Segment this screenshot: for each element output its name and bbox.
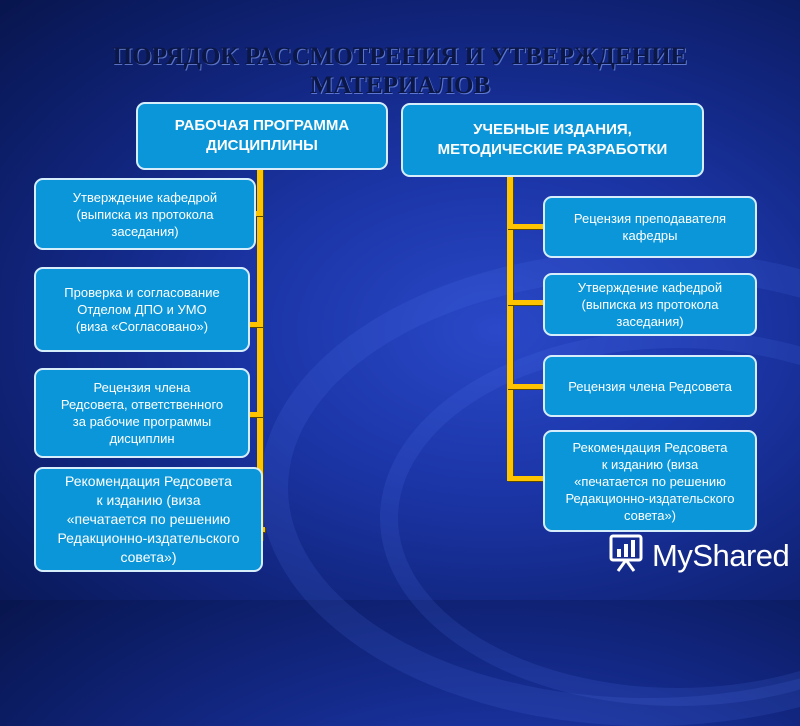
connector-horizontal [248,412,263,417]
logo-text: MyShared [652,537,790,573]
right-step-council-review [543,355,757,417]
step-text-line: Утверждение кафедрой [72,189,218,205]
right-step-approval [543,273,757,336]
step-text-line: Рецензия члена [93,380,191,395]
right-header-line: УЧЕБНЫЕ ИЗДАНИЯ, [473,121,632,138]
step-text-line: Рецензия члена Редсовета [568,378,732,394]
step-text-line: Рекомендация Редсовета [572,439,728,455]
step-text-line: Рекомендация Редсовета [65,473,232,489]
title-line: ПОРЯДОК РАССМОТРЕНИЯ И УТВЕРЖДЕНИЕ [112,43,688,70]
left-step-verification [34,267,250,352]
right-header-line: МЕТОДИЧЕСКИЕ РАЗРАБОТКИ [437,141,668,158]
step-text-line: Проверка и согласование [64,285,220,300]
step-text-line: (выписка из протокола [76,206,214,222]
right-step-teacher-review [543,196,757,258]
step-text-line: кафедры [622,228,678,243]
right-step-recommendation [543,430,757,532]
step-text-line: Отделом ДПО и УМО [77,302,207,317]
step-text-line: к изданию (виза [601,456,699,472]
right-header-box [401,103,704,177]
left-header-line: ДИСЦИПЛИНЫ [206,137,318,154]
step-text-line: Редакционно-издательского [565,490,735,506]
step-text-line: совета») [120,549,177,565]
step-text-line: (выписка из протокола [581,297,719,312]
step-text-line: Редсовета, ответственного [60,397,224,412]
step-text-line: Утверждение кафедрой [577,280,723,295]
left-step-review [34,368,250,458]
connector-horizontal [248,322,263,327]
connector-horizontal [507,300,545,305]
connector-horizontal [255,211,263,216]
left-header-line: РАБОЧАЯ ПРОГРАММА [174,117,350,134]
step-text-line: дисциплин [109,431,175,446]
title-line: МАТЕРИАЛОВ [309,72,491,99]
step-text-line: совета») [623,507,677,523]
page-title [0,42,800,100]
left-step-approval [34,178,256,250]
connector-horizontal [507,224,545,229]
step-text-line: заседания) [111,223,179,239]
connector-horizontal [507,476,545,481]
step-text-line: «печатается по решению [574,473,726,489]
connector-horizontal [507,384,545,389]
connector-vertical [507,176,513,480]
step-text-line: Рецензия преподавателя [573,211,727,226]
step-text-line: «печатается по решению [66,511,231,527]
step-text-line: заседания) [616,314,684,329]
step-text-line: за рабочие программы [72,414,212,429]
left-header-box [136,102,388,170]
step-text-line: к изданию (виза [96,492,201,508]
step-text-line: (виза «Согласовано») [75,319,209,334]
projector-screen-icon [608,533,646,578]
step-text-line: Редакционно-издательского [57,530,240,546]
myshared-logo [608,533,789,578]
left-step-recommendation [34,467,263,572]
